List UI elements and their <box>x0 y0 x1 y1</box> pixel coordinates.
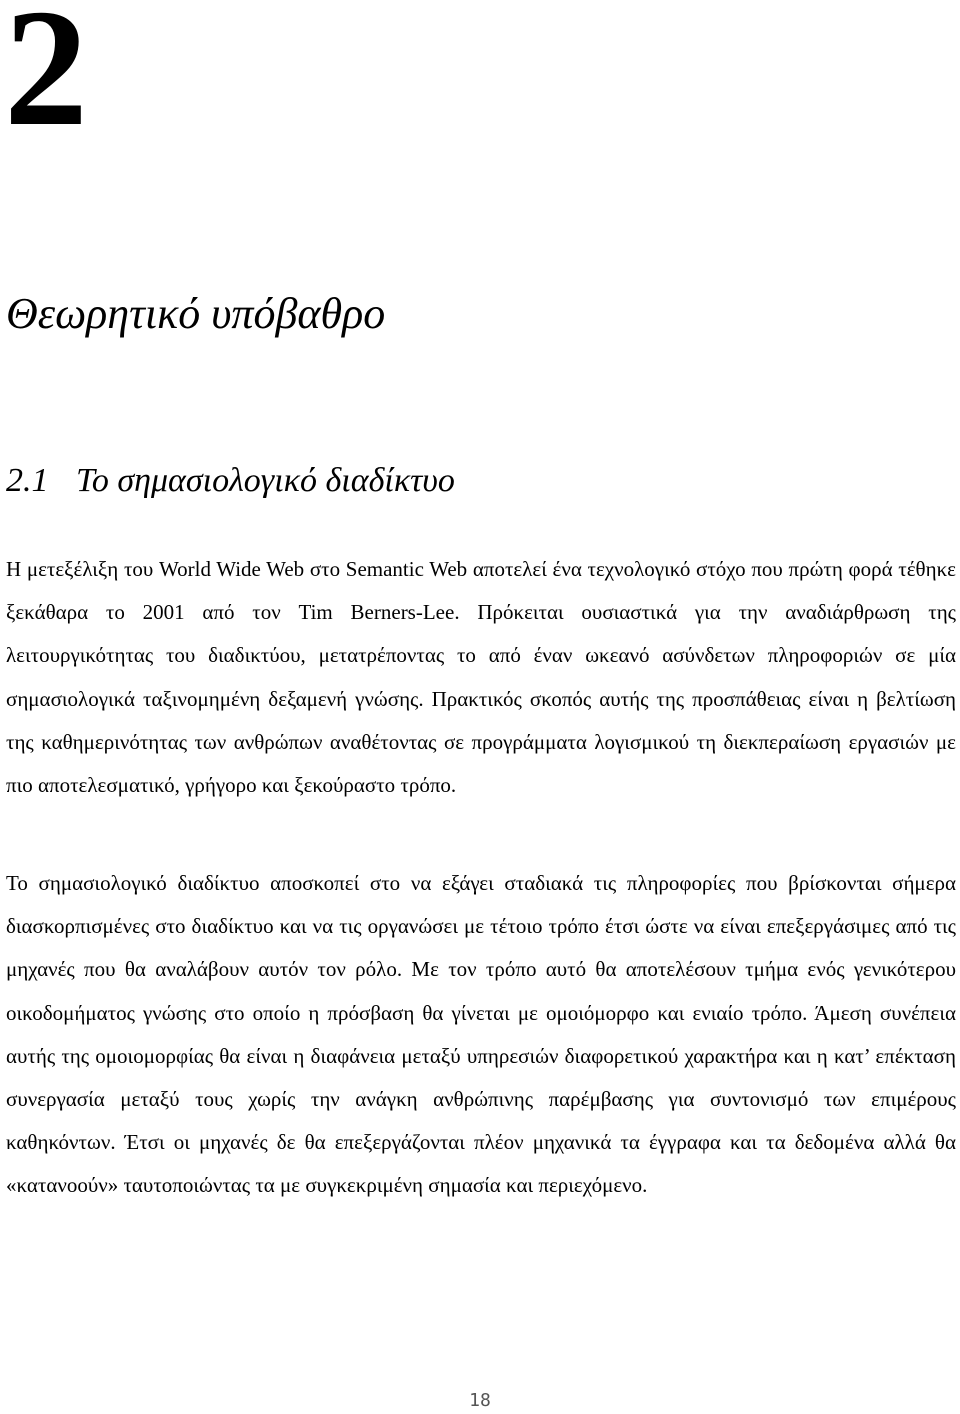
page-number: 18 <box>469 1390 491 1411</box>
body-paragraph: Το σημασιολογικό διαδίκτυο αποσκοπεί στο να εξάγει σταδιακά τις πληροφορίες που βρίσκονται σήμερα διασκορπισμένες στο διαδίκτυο και να τις οργανώσει με τέτοιο τρόπο έτσι ώστε να είναι επεξεργάσιμες από τις μηχανές που θα αναλάβουν αυτόν τον ρόλο. Με τον τρόπο αυτό θα αποτελέσουν τμήμα ενός γενικότερου οικοδομήματος γνώσης στο οποίο η πρόσβαση θα γίνεται με ομοιόμορφο και ενιαίο τρόπο. Άμεση συνέπεια αυτής της ομοιομορφίας θα είναι η διαφάνεια μεταξύ υπηρεσιών διαφορετικού χαρακτήρα και η κατ’ επέκταση συνεργασία μεταξύ τους χωρίς την ανάγκη ανθρώπινης παρέμβασης για συντονισμό των επιμέρους καθηκόντων. Έτσι οι μηχανές δε θα επεξεργάζονται πλέον μηχανικά τα έγγραφα και τα δεδομένα αλλά θα «κατανοούν» ταυτοποιώντας τα με συγκεκριμένη σημασία και περιεχόμενο. <box>6 871 956 1198</box>
body-paragraph: Η μετεξέλιξη του World Wide Web στο Semantic Web αποτελεί ένα τεχνολογικό στόχο που πρώτη φορά τέθηκε ξεκάθαρα το 2001 από τον Tim Berners-Lee. Πρόκειται ουσιαστικά για την αναδιάρθρωση της λειτουργικότητας του διαδικτύου, μετατρέποντας το από έναν ωκεανό ασύνδετων πληροφοριών σε μία σημασιολογικά ταξινομημένη δεξαμενή γνώσης. Πρακτικός σκοπός αυτής της προσπάθειας είναι η βελτίωση της καθημερινότητας των ανθρώπων αναθέτοντας σε προγράμματα λογισμικού τη διεκπεραίωση εργασιών με πιο αποτελεσματικό, γρήγορο και ξεκούραστο τρόπο. <box>6 557 956 798</box>
section-number: 2.1 <box>6 462 49 499</box>
section-title: Το σημασιολογικό διαδίκτυο <box>76 462 455 499</box>
chapter-title: Θεωρητικό υπόβαθρο <box>6 289 386 338</box>
chapter-number: 2 <box>4 0 86 161</box>
section-heading <box>6 464 455 498</box>
